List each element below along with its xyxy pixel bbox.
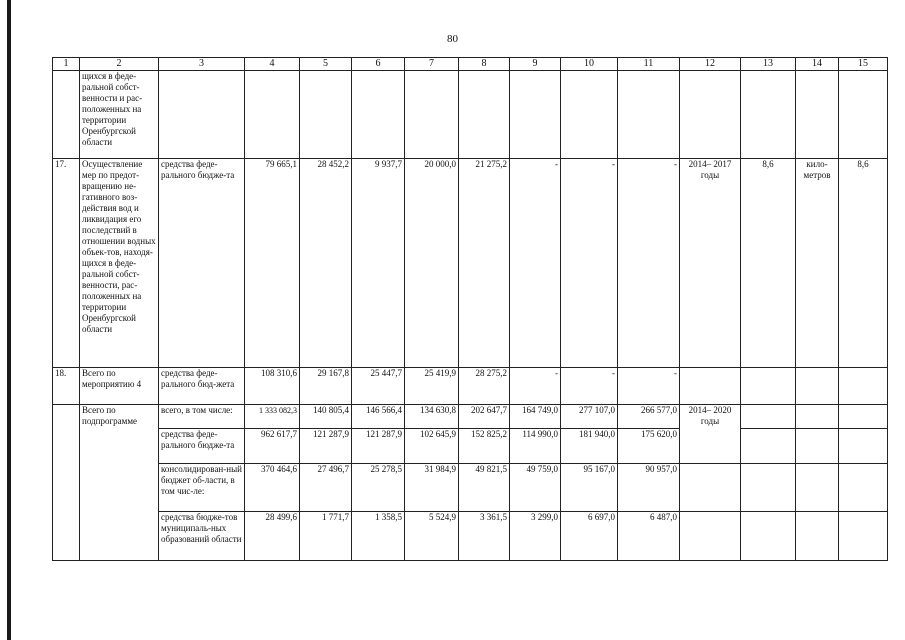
value-cell: 108 310,6 xyxy=(245,368,300,405)
col-header: 7 xyxy=(405,58,459,71)
funding-source: всего, в том числе: xyxy=(159,405,245,429)
value-cell: 28 275,2 xyxy=(459,368,510,405)
value-cell: 202 647,7 xyxy=(459,405,510,429)
value-cell: 140 805,4 xyxy=(300,405,352,429)
value-cell: 962 617,7 xyxy=(245,429,300,464)
value-cell: 25 419,9 xyxy=(405,368,459,405)
value-cell: 1 333 082,3 xyxy=(245,405,300,429)
col-header: 4 xyxy=(245,58,300,71)
value-cell: 3 299,0 xyxy=(510,512,561,561)
value-cell: 102 645,9 xyxy=(405,429,459,464)
column-number-row xyxy=(53,58,888,71)
measure-name: Всего по подпрограмме xyxy=(80,405,159,561)
value-cell: 134 630,8 xyxy=(405,405,459,429)
value-cell: 95 167,0 xyxy=(561,464,618,512)
value-cell: - xyxy=(510,159,561,368)
col-header: 15 xyxy=(839,58,888,71)
value-cell: 28 452,2 xyxy=(300,159,352,368)
col-header: 5 xyxy=(300,58,352,71)
value-cell: 121 287,9 xyxy=(352,429,405,464)
period-cell: 2014– 2017 годы xyxy=(680,159,741,368)
row-number: 17. xyxy=(53,159,80,368)
table-row xyxy=(53,405,888,429)
value-cell: 31 984,9 xyxy=(405,464,459,512)
row-number: 18. xyxy=(53,368,80,405)
value-cell: 181 940,0 xyxy=(561,429,618,464)
value-cell: 1 771,7 xyxy=(300,512,352,561)
col-header: 3 xyxy=(159,58,245,71)
col-header: 6 xyxy=(352,58,405,71)
value-cell: 27 496,7 xyxy=(300,464,352,512)
col-header: 1 xyxy=(53,58,80,71)
table-row xyxy=(53,368,888,405)
page-number: 80 xyxy=(447,33,458,45)
value-cell: 121 287,9 xyxy=(300,429,352,464)
value-cell: 29 167,8 xyxy=(300,368,352,405)
value-cell: 6 697,0 xyxy=(561,512,618,561)
col-header: 12 xyxy=(680,58,741,71)
table-row xyxy=(53,159,888,368)
value-cell: 90 957,0 xyxy=(618,464,680,512)
table-row xyxy=(53,464,888,512)
funding-source: средства феде-рального бюдже-та xyxy=(159,159,245,368)
budget-table xyxy=(52,57,888,561)
value-cell: 114 990,0 xyxy=(510,429,561,464)
value-cell: - xyxy=(561,159,618,368)
value-cell: 28 499,6 xyxy=(245,512,300,561)
table-row xyxy=(53,71,888,159)
indicator-target: 8,6 xyxy=(839,159,888,368)
value-cell: 1 358,5 xyxy=(352,512,405,561)
value-cell: 370 464,6 xyxy=(245,464,300,512)
col-header: 9 xyxy=(510,58,561,71)
measure-name: Всего по мероприятию 4 xyxy=(80,368,159,405)
table-row xyxy=(53,429,888,464)
value-cell: 49 759,0 xyxy=(510,464,561,512)
value-cell: - xyxy=(510,368,561,405)
col-header: 8 xyxy=(459,58,510,71)
scan-edge-bar xyxy=(7,0,11,640)
col-header: 14 xyxy=(796,58,839,71)
value-cell: 146 566,4 xyxy=(352,405,405,429)
value-cell: 277 107,0 xyxy=(561,405,618,429)
indicator-value: 8,6 xyxy=(741,159,796,368)
value-cell: 79 665,1 xyxy=(245,159,300,368)
funding-source: консолидирован-ный бюджет об-ласти, в том чис-ле: xyxy=(159,464,245,512)
value-cell: 175 620,0 xyxy=(618,429,680,464)
measure-name: Осуществление мер по предот-вращению не-гативного воз-действия вод и ликвидация его последствий в отношении водных объек-тов, находя-щихся в феде-ральной собст-венности, рас-положенных на территории Оренбургской области xyxy=(80,159,159,368)
funding-source: средства феде-рального бюдже-та xyxy=(159,429,245,464)
value-cell: 25 447,7 xyxy=(352,368,405,405)
table-row xyxy=(53,512,888,561)
value-cell: 9 937,7 xyxy=(352,159,405,368)
col-header: 13 xyxy=(741,58,796,71)
value-cell: - xyxy=(561,368,618,405)
value-cell: 20 000,0 xyxy=(405,159,459,368)
funding-source: средства бюдже-тов муниципаль-ных образований области xyxy=(159,512,245,561)
col-header: 11 xyxy=(618,58,680,71)
measure-name: щихся в феде-ральной собст-венности и рас-положенных на территории Оренбургской области xyxy=(80,71,159,159)
value-cell: 5 524,9 xyxy=(405,512,459,561)
funding-source: средства феде-рального бюд-жета xyxy=(159,368,245,405)
col-header: 2 xyxy=(80,58,159,71)
value-cell: 49 821,5 xyxy=(459,464,510,512)
value-cell: 266 577,0 xyxy=(618,405,680,429)
unit-cell: кило-метров xyxy=(796,159,839,368)
value-cell: - xyxy=(618,159,680,368)
col-header: 10 xyxy=(561,58,618,71)
value-cell: 25 278,5 xyxy=(352,464,405,512)
value-cell: 164 749,0 xyxy=(510,405,561,429)
value-cell: 152 825,2 xyxy=(459,429,510,464)
value-cell: 6 487,0 xyxy=(618,512,680,561)
period-cell: 2014– 2020 годы xyxy=(680,405,741,464)
value-cell: - xyxy=(618,368,680,405)
value-cell: 21 275,2 xyxy=(459,159,510,368)
value-cell: 3 361,5 xyxy=(459,512,510,561)
